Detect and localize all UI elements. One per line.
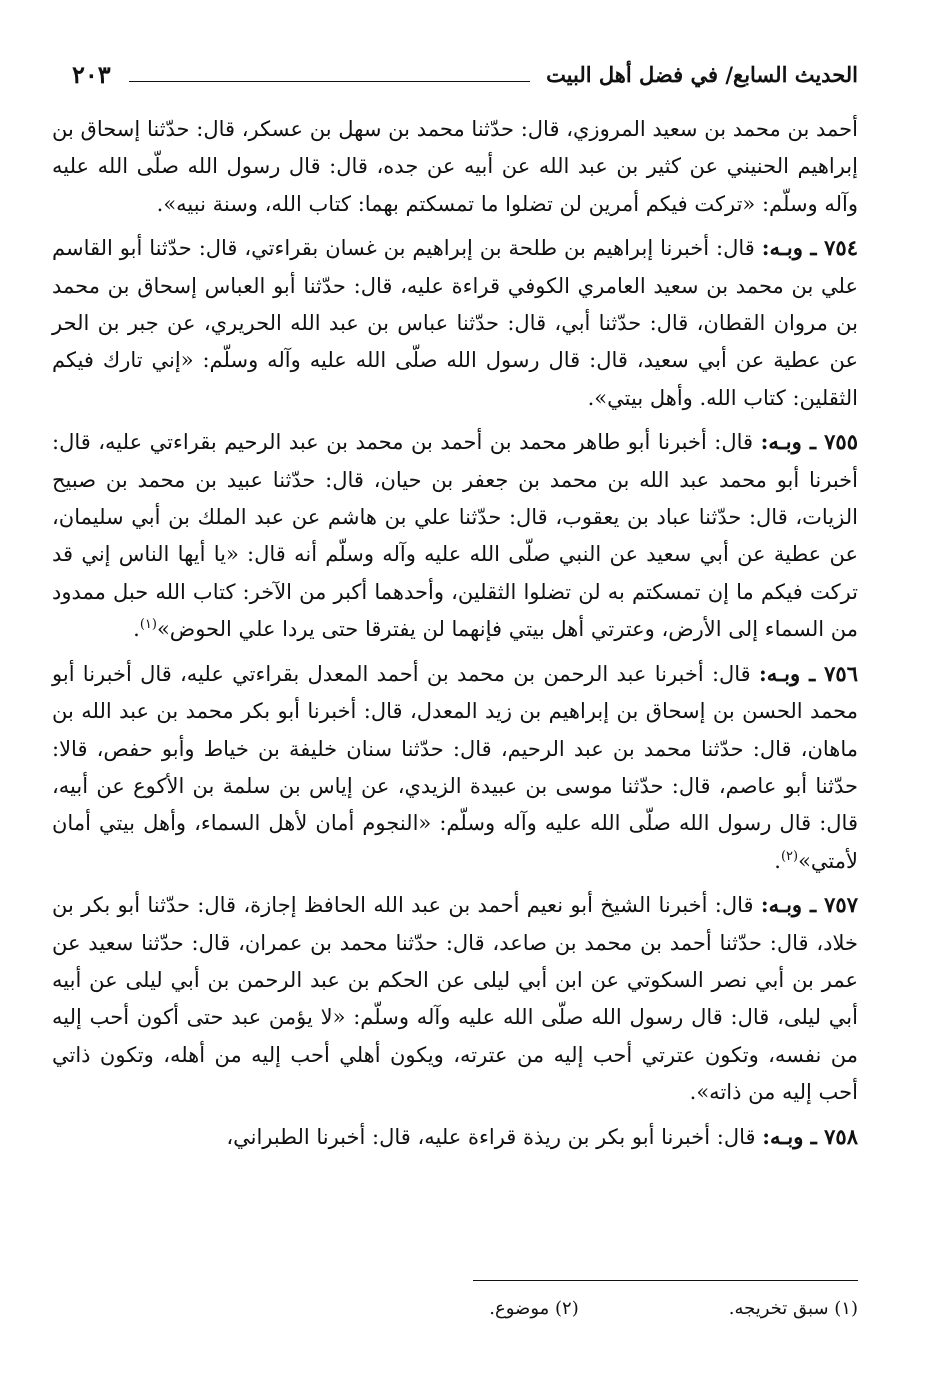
hadith-text: قال: أخبرنا أبو بكر بن ريذة قراءة عليه، قال: أخبرنا الطبراني، [226,1124,756,1149]
hadith-paragraph [52,1118,858,1156]
header-rule [129,81,530,82]
hadith-paragraph [52,886,858,1111]
hadith-number: ٧٥٧ ـ وبـه: [760,892,858,918]
main-text [52,110,858,1162]
hadith-paragraph [52,110,858,223]
chapter-title: الحديث السابع/ في فضل أهل البيت [546,61,858,87]
hadith-text: قال: أخبرنا إبراهيم بن طلحة بن إبراهيم بن غسان بقراءتي، قال: حدّثنا أبو القاسم علي بن محمد بن سعيد العامري الكوفي قراءة عليه، قال: حدّثنا أبو العباس إسحاق بن محمد بن مروان القطان، قال: حدّثنا أبي، قال: حدّثنا عباس بن عبد الله الحريري، عن جبر بن الحر عن عطية عن أبي سعيد، قال: قال رسول الله صلّى الله عليه وآله وسلّم: «إني تارك فيكم الثقلين: كتاب الله. وأهل بيتي». [52,236,858,410]
footnote-ref[interactable]: (١) [139,617,157,633]
hadith-number: ٧٥٤ ـ وبـه: [761,235,858,261]
hadith-paragraph: ٧٥٥ ـ وبـه: قال: أخبرنا أبو طاهر محمد بن أحمد بن محمد بن عبد الرحيم بقراءتي عليه، قال: أخبرنا أبو محمد عبد الله بن محمد بن جعفر بن حيان، قال: حدّثنا عبيد بن محمد بن صبيح الزيات، قال: حدّثنا عباد بن يعقوب، قال: حدّثنا علي بن هاشم عن عبد الملك بن أبي سليمان، عن عطية عن أبي سعيد عن النبي صلّى الله عليه وآله وسلّم أنه قال: «يا أيها الناس إني قد تركت فيكم ما إن تمسكتم به لن تضلوا الثقلين، وأحدهما أكبر من الآخر: كتاب الله حبل ممدود من السماء إلى الأرض، وعترتي أهل بيتي فإنهما لن يفترقا حتى يردا علي الحوض»$^{(١)}$. [52,429,858,642]
hadith-number: ٧٥٨ ـ وبـه: [762,1123,858,1149]
footnote-separator [473,1280,858,1281]
footnotes [87,1298,858,1319]
page-number: ٢٠٣ [72,59,111,89]
hadith-paragraph: ٧٥٦ ـ وبـه: قال: أخبرنا عبد الرحمن بن محمد بن أحمد المعدل بقراءتي عليه، قال أخبرنا أبو محمد الحسن بن إسحاق بن إبراهيم بن زيد المعدل، قال: أخبرنا أبو بكر محمد بن عبد الله بن ماهان، قال: حدّثنا محمد بن عبد الرحيم، قال: حدّثنا سنان خليفة بن خياط وأبو حفص، قالا: حدّثنا أبو عاصم، قال: حدّثنا موسى بن عبيدة الزيدي، عن إياس بن سلمة بن الأكوع عن أبيه، قال: قال رسول الله صلّى الله عليه وآله وسلّم: «النجوم أمان لأهل السماء، وأهل بيتي أمان لأمتي»$^{(٢)}$. [52,660,858,873]
running-header [72,54,858,94]
hadith-paragraph [52,229,858,417]
footnote-ref[interactable]: (٢) [780,848,799,864]
hadith-text: قال: أخبرنا الشيخ أبو نعيم أحمد بن عبد الله الحافظ إجازة، قال: حدّثنا أبو بكر بن خلاد، قال: حدّثنا أحمد بن محمد بن صاعد، قال: حدّثنا محمد بن عمران، قال: حدّثنا سعيد عن عمر بن أبي نصر السكوتي عن ابن أبي ليلى عن الحكم بن عبد الرحمن بن أبي ليلى عن أبيه أبي ليلى، قال: قال رسول الله صلّى الله عليه وآله وسلّم: «لا يؤمن عبد حتى أكون أحب إليه من نفسه، وتكون عترتي أحب إليه من عترته، ويكون أهلي أحب إليه من أهله، وتكون ذاتي أحب إليه من ذاته». [52,893,858,1105]
hadith-text: أحمد بن محمد بن سعيد المروزي، قال: حدّثنا محمد بن سهل بن عسكر، قال: حدّثنا إسحاق بن إبراهيم الحنيني عن كثير بن عبد الله عن أبيه عن جده، قال: قال رسول الله صلّى الله عليه وآله وسلّم: «تركت فيكم أمرين لن تضلوا ما تمسكتم بهما: كتاب الله، وسنة نبيه». [52,117,858,216]
footnote-1: (١) سبق تخريجه. [728,1298,858,1319]
hadith-number: ٧٥٦ ـ وبـه: [759,660,858,686]
hadith-number: ٧٥٥ ـ وبـه: [760,429,858,455]
footnote-2: (٢) موضوع. [489,1298,579,1319]
hadith-text: قال: أخبرنا عبد الرحمن بن محمد بن أحمد المعدل بقراءتي عليه، قال أخبرنا أبو محمد الحسن بن إسحاق بن إبراهيم بن زيد المعدل، قال: أخبرنا أبو بكر محمد بن عبد الله بن ماهان، قال: حدّثنا محمد بن عبد الرحيم، قال: حدّثنا سنان خليفة بن خياط وأبو حفص، قالا: حدّثنا أبو عاصم، قال: حدّثنا موسى بن عبيدة الزيدي، عن إياس بن سلمة بن الأكوع عن أبيه، قال: قال رسول الله صلّى الله عليه وآله وسلّم: «النجوم أمان لأهل السماء، وأهل بيتي أمان لأمتي» [52,661,858,873]
hadith-text: قال: أخبرنا أبو طاهر محمد بن أحمد بن محمد بن عبد الرحيم بقراءتي عليه، قال: أخبرنا أبو محمد عبد الله بن محمد بن جعفر بن حيان، قال: حدّثنا عبيد بن محمد بن صبيح الزيات، قال: حدّثنا عباد بن يعقوب، قال: حدّثنا علي بن هاشم عن عبد الملك بن أبي سليمان، عن عطية عن أبي سعيد عن النبي صلّى الله عليه وآله وسلّم أنه قال: «يا أيها الناس إني قد تركت فيكم ما إن تمسكتم به لن تضلوا الثقلين، وأحدهما أكبر من الآخر: كتاب الله حبل ممدود من السماء إلى الأرض، وعترتي أهل بيتي فإنهما لن يفترقا حتى يردا علي الحوض» [52,430,858,642]
